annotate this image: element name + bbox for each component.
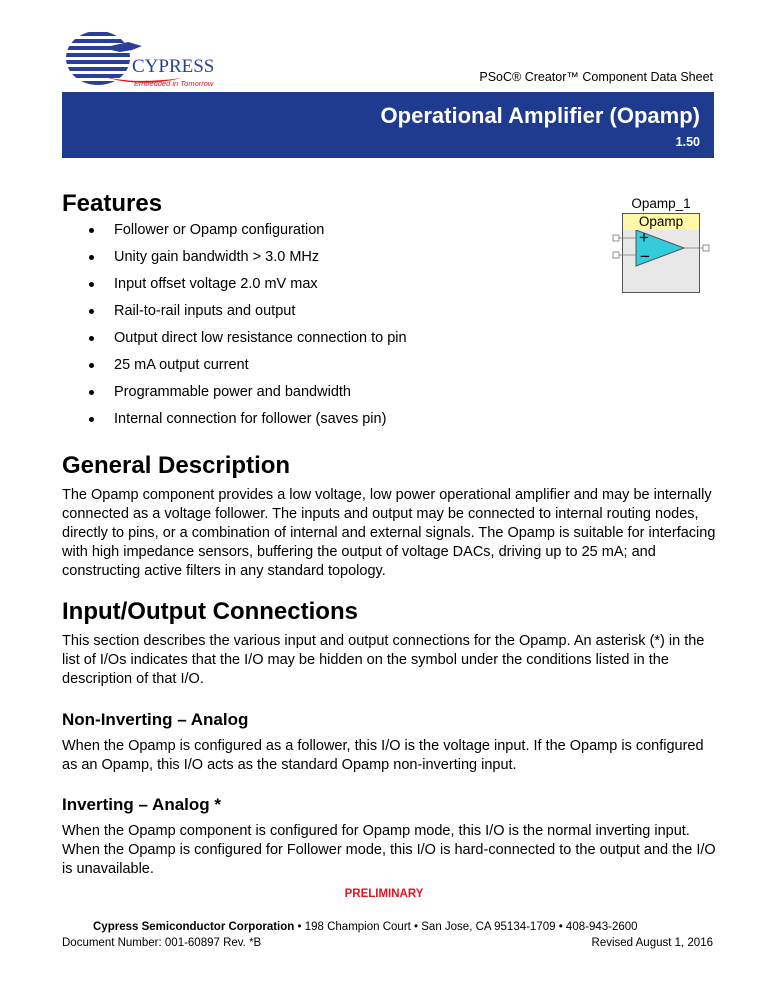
page-title: Operational Amplifier (Opamp) [380, 103, 700, 128]
list-item: Output direct low resistance connection to pin [62, 330, 407, 357]
preliminary-label: PRELIMINARY [344, 888, 424, 900]
general-description-text: The Opamp component provides a low voltage, low power operational amplifier and may be internally connected as a voltage follower. The inputs and output may be connected to internal routing nodes, directly to pins, or a combination of internal and external signals. The Opamp is suitable for interfacing with high impedance sensors, buffering the output of voltage DACs, driving up to 25 mA; and constructing active filters in any standard topology. [62, 487, 716, 579]
list-item: 25 mA output current [62, 357, 407, 384]
list-item: Rail-to-rail inputs and output [62, 303, 407, 330]
cypress-globe-icon [62, 28, 214, 94]
io-connections-heading: Input/Output Connections [62, 598, 358, 625]
footer-company: Cypress Semiconductor Corporation [93, 921, 295, 933]
list-item: Programmable power and bandwidth [62, 384, 407, 411]
general-description-heading: General Description [62, 452, 291, 479]
list-item: Input offset voltage 2.0 mV max [62, 276, 407, 303]
svg-text:−: − [640, 247, 650, 266]
svg-text:Embedded in Tomorrow: Embedded in Tomorrow [134, 79, 214, 88]
features-list [62, 222, 407, 438]
opamp-symbol [608, 196, 714, 296]
doc-type-label: PSoC® Creator™ Component Data Sheet [479, 70, 713, 84]
non-inverting-text: When the Opamp is configured as a follower, this I/O is the voltage input. If the Opamp is configured as an Opamp, this I/O acts as the standard Opamp non-inverting input. [62, 738, 704, 773]
footer-revised: Revised August 1, 2016 [591, 937, 713, 949]
inverting-text: When the Opamp component is configured for Opamp mode, this I/O is the normal inverting input. When the Opamp is configured for Follower mode, this I/O is hard-connected to the output and the I/O is unavailable. [62, 823, 716, 877]
instance-name: Opamp_1 [631, 196, 691, 211]
svg-text:CYPRESS: CYPRESS [132, 56, 214, 77]
footer-address [93, 921, 638, 933]
features-heading: Features [62, 190, 163, 217]
svg-text:+: + [639, 230, 649, 247]
footer-address-line: • 198 Champion Court • San Jose, CA 95134-1709 • 408-943-2600 [297, 921, 638, 933]
list-item: Unity gain bandwidth > 3.0 MHz [62, 249, 407, 276]
list-item: Follower or Opamp configuration [62, 222, 407, 249]
title-banner [62, 92, 714, 158]
component-type-label: Opamp [622, 213, 700, 231]
non-inverting-heading: Non-Inverting – Analog [62, 710, 249, 729]
list-item: Internal connection for follower (saves pin) [62, 411, 407, 438]
footer-doc-number: Document Number: 001-60897 Rev. *B [62, 937, 262, 949]
cypress-logo [62, 28, 214, 94]
version-label: 1.50 [675, 135, 700, 149]
opamp-triangle-icon [608, 230, 714, 270]
inverting-heading: Inverting – Analog * [62, 795, 222, 814]
io-connections-text: This section describes the various input and output connections for the Opamp. An asterisk (*) in the list of I/Os indicates that the I/O may be hidden on the symbol under the conditions listed in the description of that I/O. [62, 633, 705, 687]
